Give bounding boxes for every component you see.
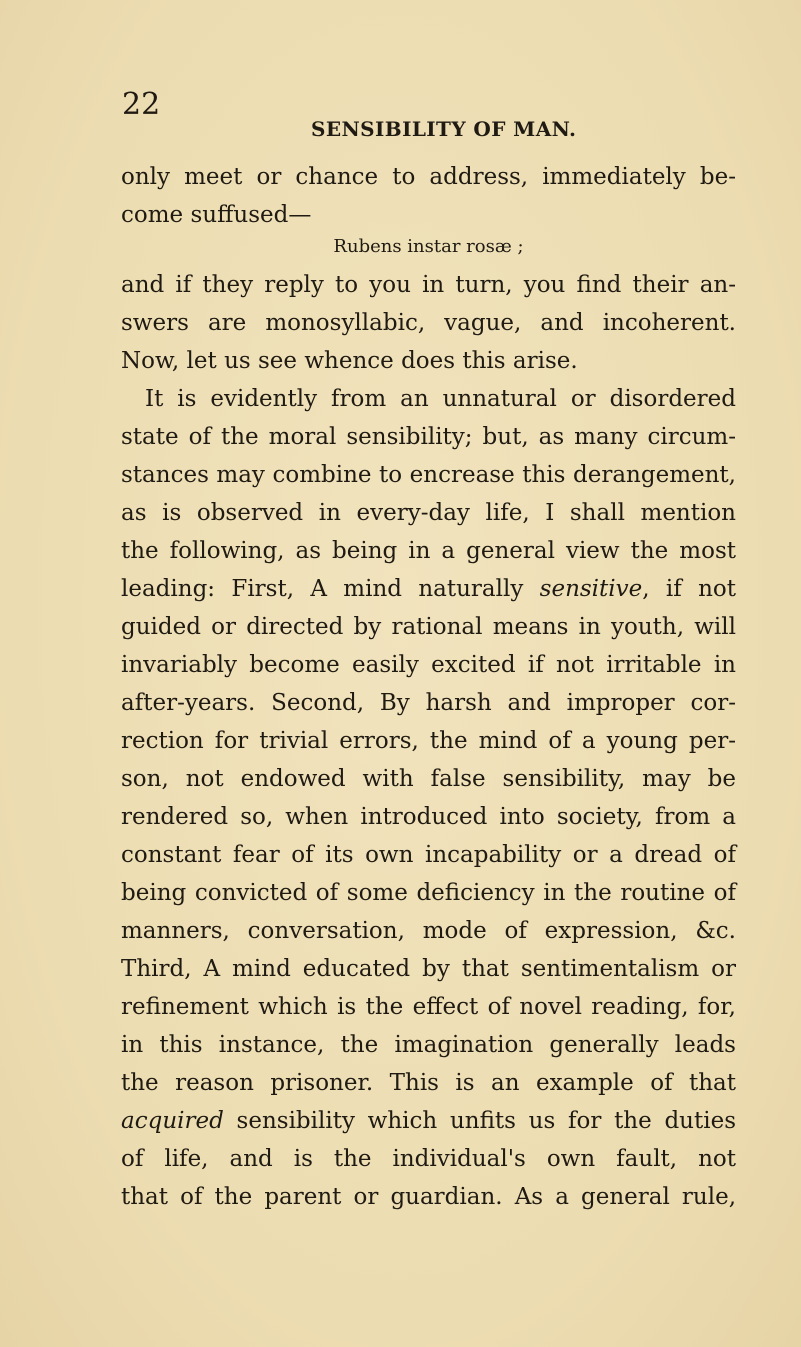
text-line: the reason prisoner. This is an example of that [121, 1070, 736, 1096]
text-line: refinement which is the effect of novel reading, for, [121, 994, 736, 1020]
text-line: swers are monosyllabic, vague, and incoherent. [121, 310, 736, 336]
text-line-with-emphasis [121, 570, 736, 608]
paragraph-first-line: It is evidently from an unnatural or disordered [145, 386, 736, 412]
text-segment: leading: First, A mind naturally [121, 576, 540, 602]
text-line: in this instance, the imagination generally leads [121, 1032, 736, 1058]
text-line: the following, as being in a general view the most [121, 538, 736, 564]
text-line: son, not endowed with false sensibility, may be [121, 766, 736, 792]
text-line: that of the parent or guardian. As a general rule, [121, 1184, 736, 1210]
text-line: guided or directed by rational means in youth, will [121, 614, 736, 640]
running-head: SENSIBILITY OF MAN. [311, 117, 577, 141]
text-line: manners, conversation, mode of expression, &c. [121, 918, 736, 944]
text-line: of life, and is the individual's own fault, not [121, 1146, 736, 1172]
text-line: rendered so, when introduced into society, from a [121, 804, 736, 830]
text-line: state of the moral sensibility; but, as many circum- [121, 424, 736, 450]
text-line-with-emphasis [121, 1102, 736, 1140]
body-text [121, 158, 736, 1216]
text-line: come suffused— [121, 202, 312, 228]
text-line: constant fear of its own incapability or a dread of [121, 842, 736, 868]
text-line: and if they reply to you in turn, you find their an- [121, 272, 736, 298]
text-segment: , if not [642, 576, 736, 602]
latin-quotation: Rubens instar rosæ ; [333, 236, 524, 257]
text-line: after-years. Second, By harsh and improper cor- [121, 690, 736, 716]
text-line: Third, A mind educated by that sentimentalism or [121, 956, 736, 982]
text-segment: sensibility which unfits us for the duties [223, 1108, 736, 1134]
text-line: only meet or chance to address, immediately be- [121, 164, 736, 190]
text-line: stances may combine to encrease this derangement, [121, 462, 736, 488]
text-line: being convicted of some deficiency in the routine of [121, 880, 736, 906]
text-line: Now, let us see whence does this arise. [121, 348, 578, 374]
page-number: 22 [122, 87, 161, 122]
text-line: invariably become easily excited if not irritable in [121, 652, 736, 678]
emphasized-word: acquired [121, 1108, 224, 1134]
text-line: as is observed in every-day life, I shall mention [121, 500, 736, 526]
text-line: rection for trivial errors, the mind of a young per- [121, 728, 736, 754]
emphasized-word: sensitive [539, 576, 643, 602]
